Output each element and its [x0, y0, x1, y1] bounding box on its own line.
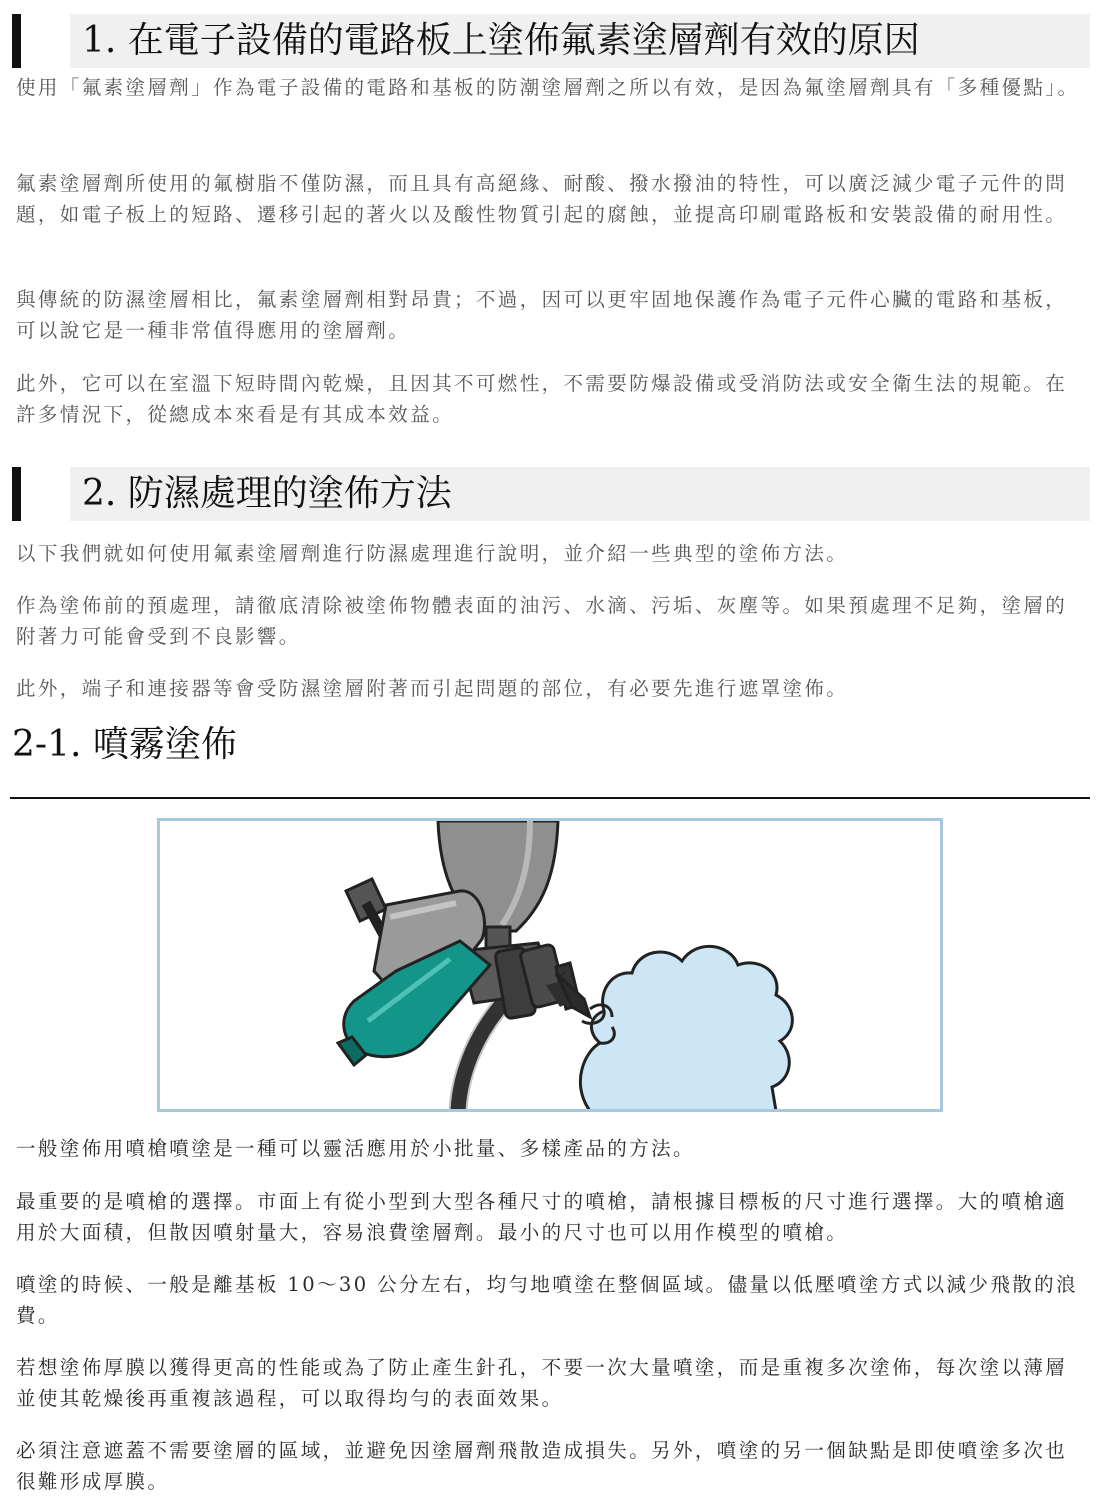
section-2-heading — [12, 467, 1090, 521]
section-1-paragraph: 此外，它可以在室溫下短時間內乾燥，且因其不可燃性，不需要防爆設備或受消防法或安全衛生法的規範。在許多情況下，從總成本來看是有其成本效益。 — [16, 372, 1068, 426]
subsection-paragraph: 最重要的是噴槍的選擇。市面上有從小型到大型各種尺寸的噴槍，請根據目標板的尺寸進行選擇。大的噴槍適用於大面積，但散因噴射量大，容易浪費塗層劑。最小的尺寸也可以用作模型的噴槍。 — [16, 1190, 1068, 1244]
section-1-paragraph: 氟素塗層劑所使用的氟樹脂不僅防濕，而且具有高絕緣、耐酸、撥水撥油的特性，可以廣泛減少電子元件的問題，如電子板上的短路、遷移引起的著火以及酸性物質引起的腐蝕，並提高印刷電路板和安裝設備的耐用性。 — [16, 172, 1068, 226]
rear-knob — [346, 879, 386, 921]
section-1-title: 1. 在電子設備的電路板上塗佈氟素塗層劑有效的原因 — [82, 20, 920, 61]
heading-rule — [10, 797, 1090, 799]
spray-gun-icon — [160, 821, 940, 1109]
subsection-paragraph: 必須注意遮蓋不需要塗層的區域，並避免因塗層劑飛散造成損失。另外，噴塗的另一個缺點是即使噴塗多次也很難形成厚膜。 — [16, 1439, 1068, 1493]
subsection-paragraph: 一般塗佈用噴槍噴塗是一種可以靈活應用於小批量、多樣產品的方法。 — [16, 1137, 695, 1160]
section-1-paragraph: 與傳統的防濕塗層相比，氟素塗層劑相對昂貴；不過，因可以更牢固地保護作為電子元件心臟的電路和基板，可以說它是一種非常值得應用的塗層劑。 — [16, 288, 1068, 342]
section-1-heading — [12, 14, 1090, 68]
section-2-title: 2. 防濕處理的塗佈方法 — [82, 473, 452, 514]
spray-gun-illustration — [157, 818, 943, 1112]
subsection-paragraph: 若想塗佈厚膜以獲得更高的性能或為了防止產生針孔，不要一次大量噴塗，而是重複多次塗佈，每次塗以薄層並使其乾燥後再重複該過程，可以取得均勻的表面效果。 — [16, 1356, 1068, 1410]
section-1-paragraph: 使用「氟素塗層劑」作為電子設備的電路和基板的防潮塗層劑之所以有效，是因為氟塗層劑具有「多種優點」。 — [16, 76, 1080, 99]
subsection-2-1-title: 2-1. 噴霧塗佈 — [12, 724, 237, 765]
heading-bar — [12, 467, 21, 521]
subsection-paragraph: 噴塗的時候、一般是離基板 10～30 公分左右，均勻地噴塗在整個區域。儘量以低壓噴塗方式以減少飛散的浪費。 — [16, 1273, 1078, 1327]
section-2-paragraph: 以下我們就如何使用氟素塗層劑進行防濕處理進行說明，並介紹一些典型的塗佈方法。 — [16, 542, 849, 565]
section-2-paragraph: 此外，端子和連接器等會受防濕塗層附著而引起問題的部位，有必要先進行遮罩塗佈。 — [16, 677, 849, 700]
heading-bar — [12, 14, 21, 68]
section-2-paragraph: 作為塗佈前的預處理，請徹底清除被塗佈物體表面的油污、水滴、污垢、灰塵等。如果預處理不足夠，塗層的附著力可能會受到不良影響。 — [16, 594, 1068, 648]
